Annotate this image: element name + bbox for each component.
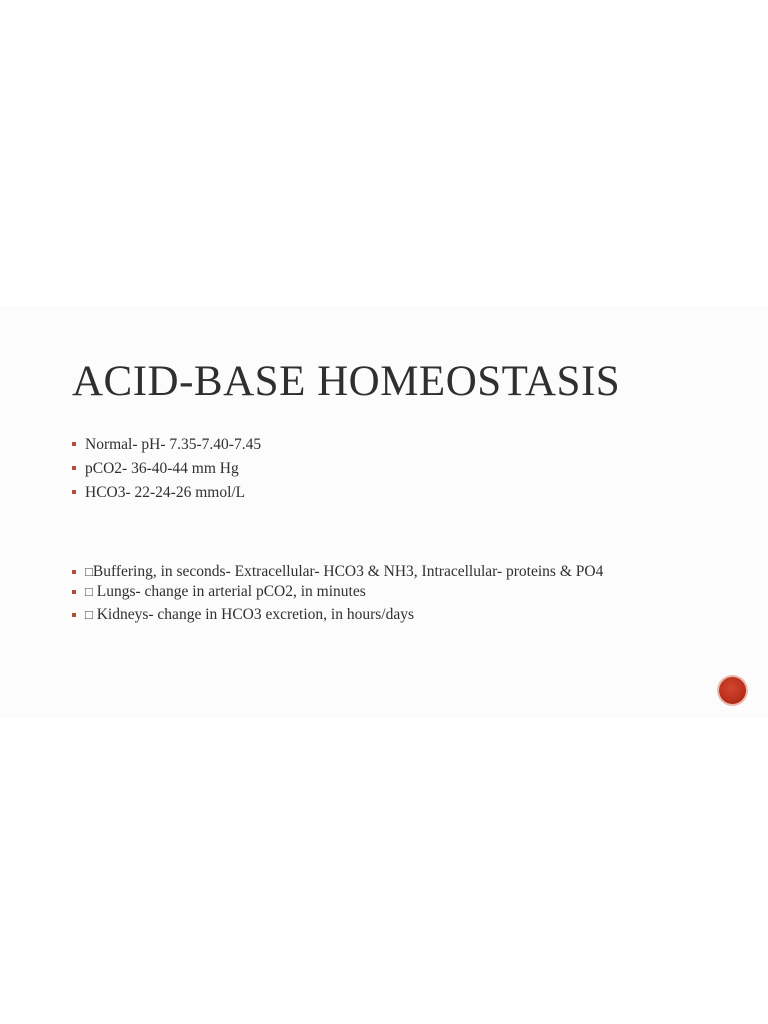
bullet-icon	[72, 590, 76, 594]
list-item	[72, 584, 682, 599]
bullet-list-compensation	[72, 564, 682, 630]
list-item	[72, 434, 682, 456]
list-item	[72, 482, 682, 504]
missing-glyph-icon: □	[85, 607, 93, 622]
slide-title: ACID-BASE HOMEOSTASIS	[72, 358, 621, 405]
missing-glyph-icon: □	[85, 564, 93, 579]
bullet-text: Kidneys- change in HCO3 excretion, in hours/days	[92, 606, 414, 623]
list-item	[72, 564, 682, 580]
bullet-text: Normal- pH- 7.35-7.40-7.45	[85, 436, 262, 453]
bullet-text: pCO2- 36-40-44 mm Hg	[85, 460, 239, 477]
bullet-list-values	[72, 434, 682, 506]
bullet-icon	[72, 613, 76, 617]
bullet-text: Lungs- change in arterial pCO2, in minutes	[92, 583, 366, 600]
list-item	[72, 458, 682, 480]
slide	[0, 306, 768, 718]
bullet-text: HCO3- 22-24-26 mmol/L	[85, 484, 246, 501]
missing-glyph-icon: □	[85, 584, 93, 599]
bullet-icon	[72, 570, 76, 574]
bullet-icon	[72, 466, 76, 470]
bullet-icon	[72, 490, 76, 494]
bullet-icon	[72, 442, 76, 446]
slide-accent-circle-icon	[719, 677, 746, 704]
bullet-text: Buffering, in seconds- Extracellular- HCO3 & NH3, Intracellular- proteins & PO4	[92, 563, 604, 580]
list-item	[72, 607, 682, 622]
